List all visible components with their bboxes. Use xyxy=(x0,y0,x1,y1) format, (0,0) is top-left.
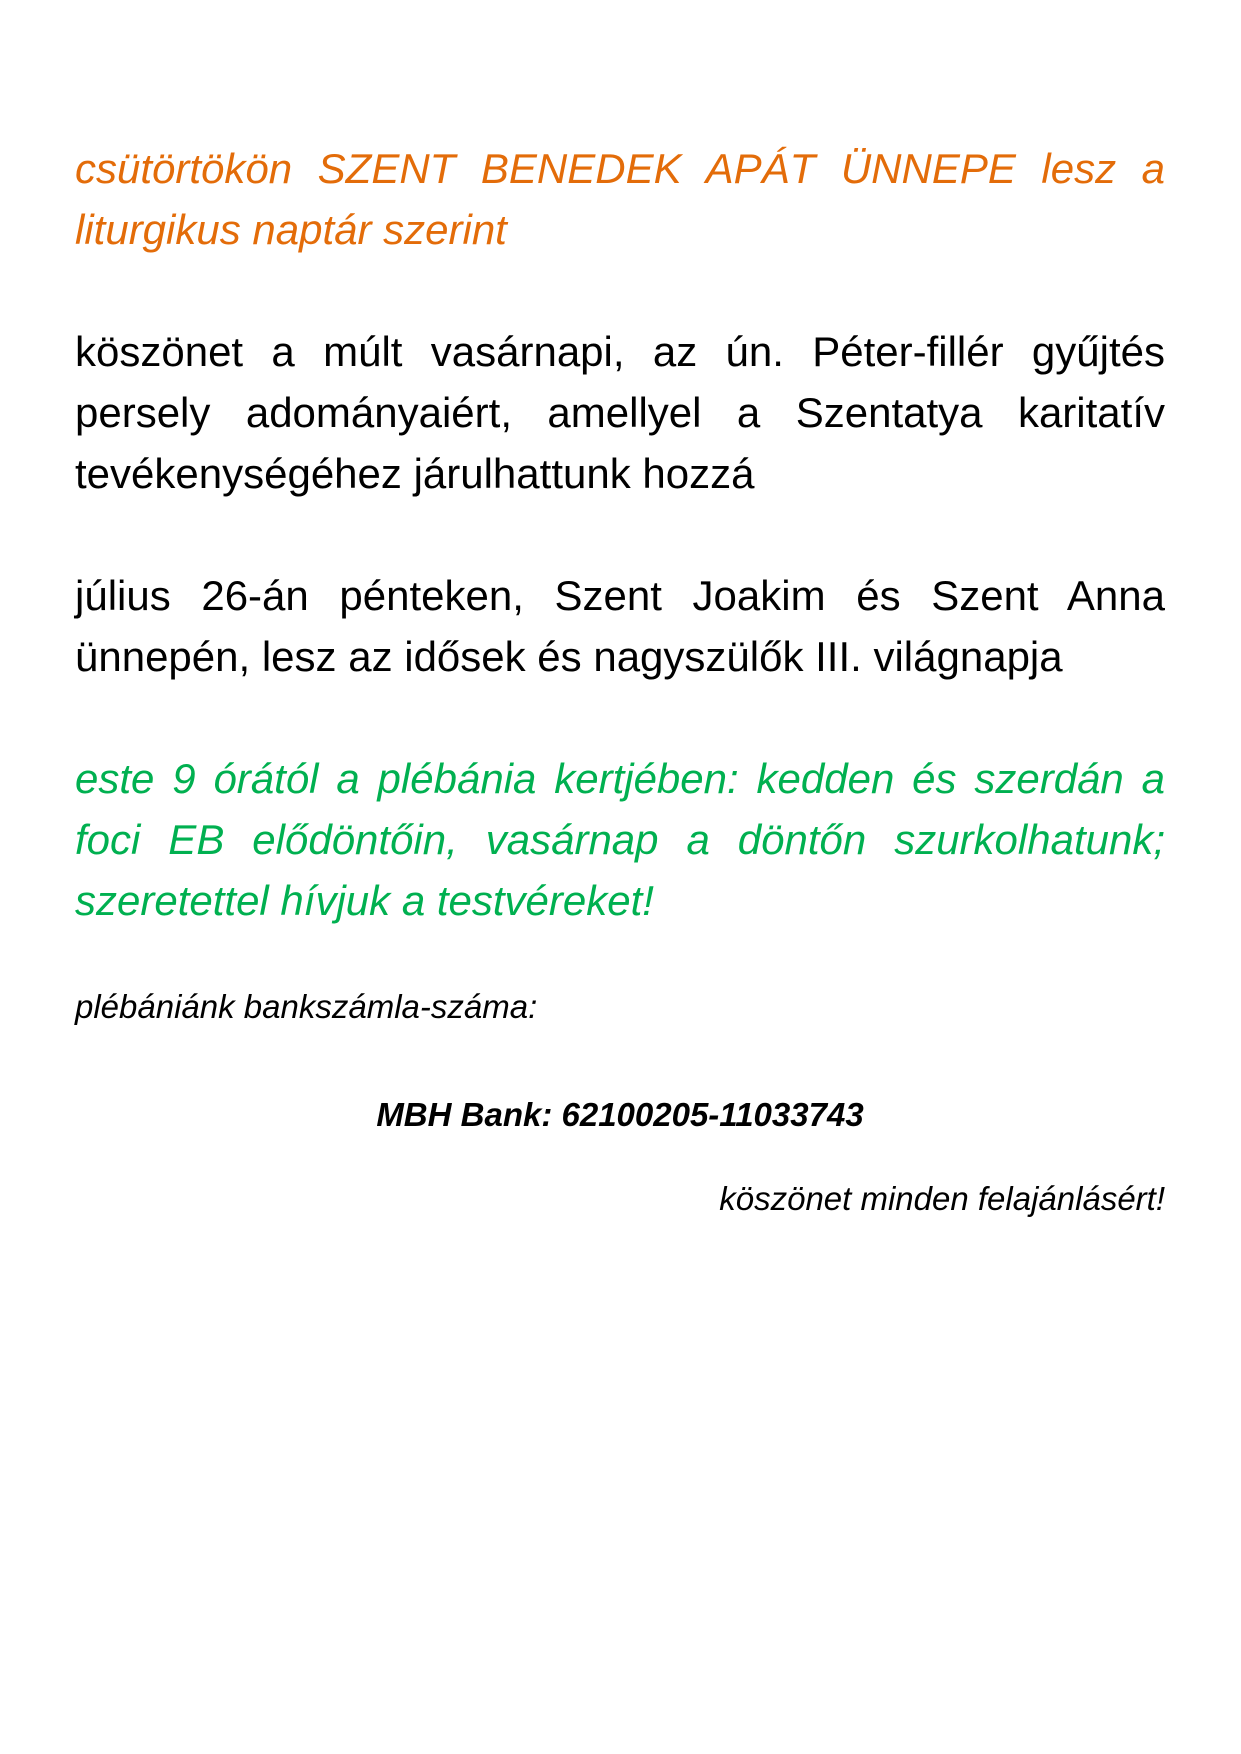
collection-thanks: köszönet a múlt vasárnapi, az ún. Péter-fillér gyűjtés persely adományaiért, amellyel a Szentatya karitatív tevékenységéhez járulhattunk hozzá xyxy=(75,328,1165,497)
football-event-notice: este 9 órától a plébánia kertjében: kedden és szerdán a foci EB elődöntőin, vasárnap a döntőn szurkolhatunk; szeretettel hívjuk a testvéreket! xyxy=(75,755,1165,924)
feast-notice: csütörtökön SZENT BENEDEK APÁT ÜNNEPE lesz a liturgikus naptár szerint xyxy=(75,145,1165,253)
bank-account-number: MBH Bank: 62100205-11033743 xyxy=(376,1096,864,1133)
announcement-page xyxy=(75,138,1165,1219)
bank-account-label: plébániánk bankszámla-száma: xyxy=(75,988,538,1025)
grandparents-day-notice: július 26-án pénteken, Szent Joakim és Szent Anna ünnepén, lesz az idősek és nagyszülők III. világnapja xyxy=(75,572,1165,680)
donation-thanks: köszönet minden felajánlásért! xyxy=(719,1180,1165,1217)
